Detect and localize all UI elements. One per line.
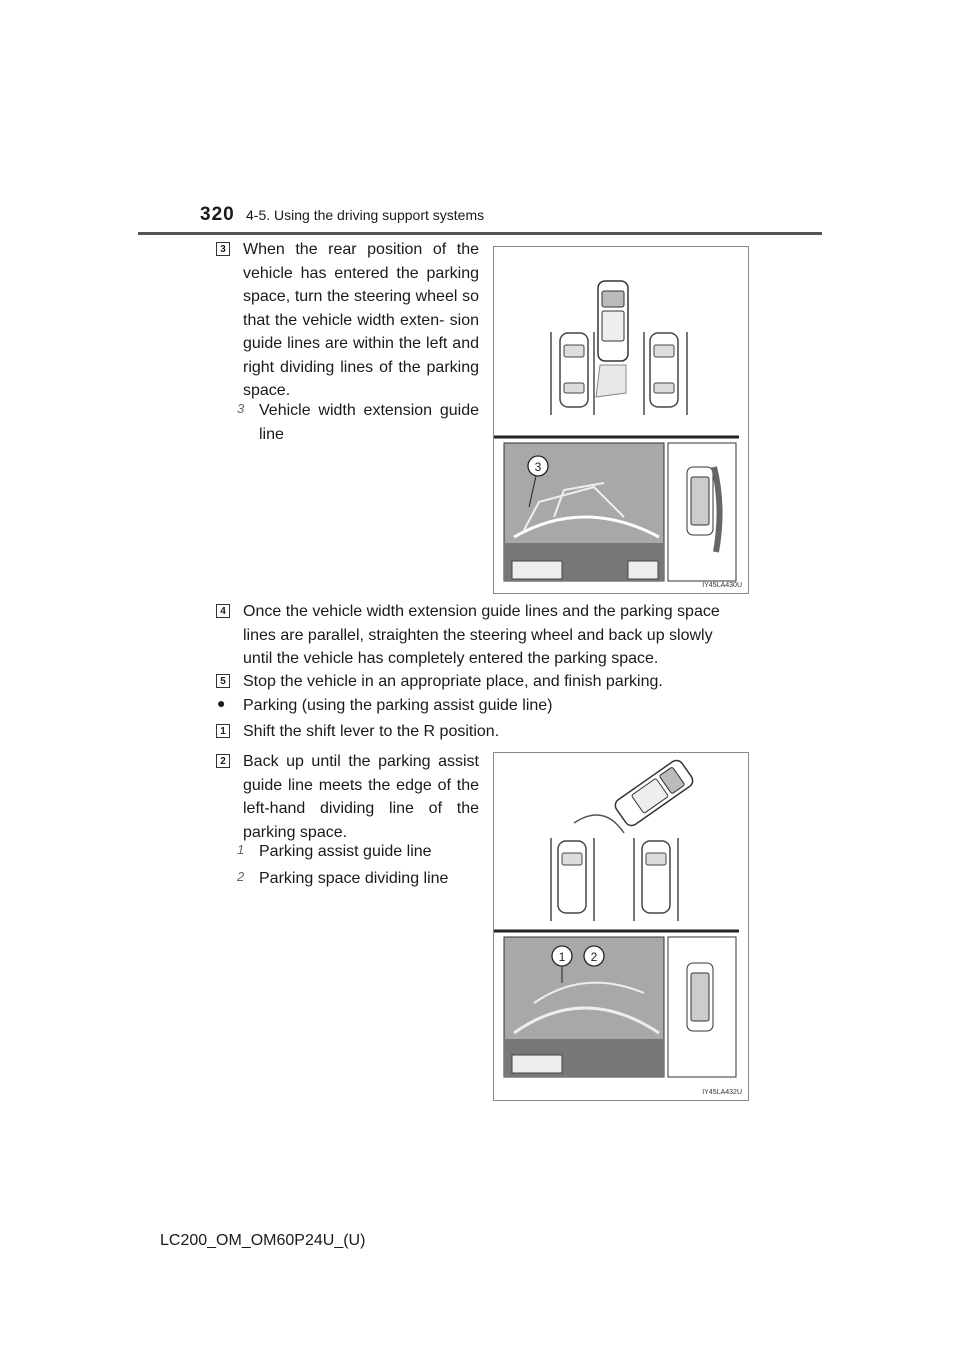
reversing-car-icon <box>613 758 696 828</box>
step-3-text: When the rear position of the vehicle has entered the parking space, turn the steering wheel so that the vehicle width exten- sion guide lines are within the left and right dividing lines of the parking space. <box>243 241 479 399</box>
header-rule <box>138 232 822 235</box>
section-title: 4-5. Using the driving support systems <box>246 207 485 223</box>
parked-car-icon <box>650 333 678 407</box>
page-number: 320 <box>200 204 235 225</box>
callout-label: Vehicle width extension guide line <box>259 402 479 443</box>
parked-car-icon <box>560 333 588 407</box>
parked-car-icon <box>642 841 670 913</box>
step-1-text: Shift the shift lever to the R position. <box>243 723 500 740</box>
step-4-text: Once the vehicle width extension guide lines and the parking space lines are parallel, straighten the steering wheel and back up slowly until the vehicle has completely entered the parking space. <box>243 603 720 667</box>
section-heading: Parking (using the parking assist guide line) <box>243 697 553 714</box>
callout-label: Parking space dividing line <box>259 870 449 887</box>
figure-code: IY45LA430U <box>702 582 742 589</box>
figure-code: IY45LA432U <box>702 1089 742 1096</box>
parked-car-icon <box>558 841 586 913</box>
callout-number: 1 <box>237 842 245 857</box>
step-2-text: Back up until the parking assist guide line meets the edge of the left-hand dividing line of the parking space. <box>243 753 479 841</box>
parking-illustration <box>494 753 748 1100</box>
bullet-icon: ● <box>217 695 226 711</box>
figure-assist-guide <box>493 752 749 1101</box>
step-number-box: 1 <box>216 724 230 738</box>
figure-callout: 2 <box>590 950 598 964</box>
callout-number: 3 <box>237 401 245 416</box>
document-code-footer: LC200_OM_OM60P24U_(U) <box>160 1232 366 1249</box>
step-number-box: 4 <box>216 604 230 618</box>
step-5-text: Stop the vehicle in an appropriate place, and finish parking. <box>243 673 663 690</box>
step-number-box: 5 <box>216 674 230 688</box>
figure-callout: 3 <box>534 460 542 474</box>
step-number-box: 3 <box>216 242 230 256</box>
figure-width-guide <box>493 246 749 594</box>
parking-illustration <box>494 247 748 593</box>
figure-callout: 1 <box>558 950 566 964</box>
callout-number: 2 <box>237 869 245 884</box>
callout-label: Parking assist guide line <box>259 843 432 860</box>
step-number-box: 2 <box>216 754 230 768</box>
